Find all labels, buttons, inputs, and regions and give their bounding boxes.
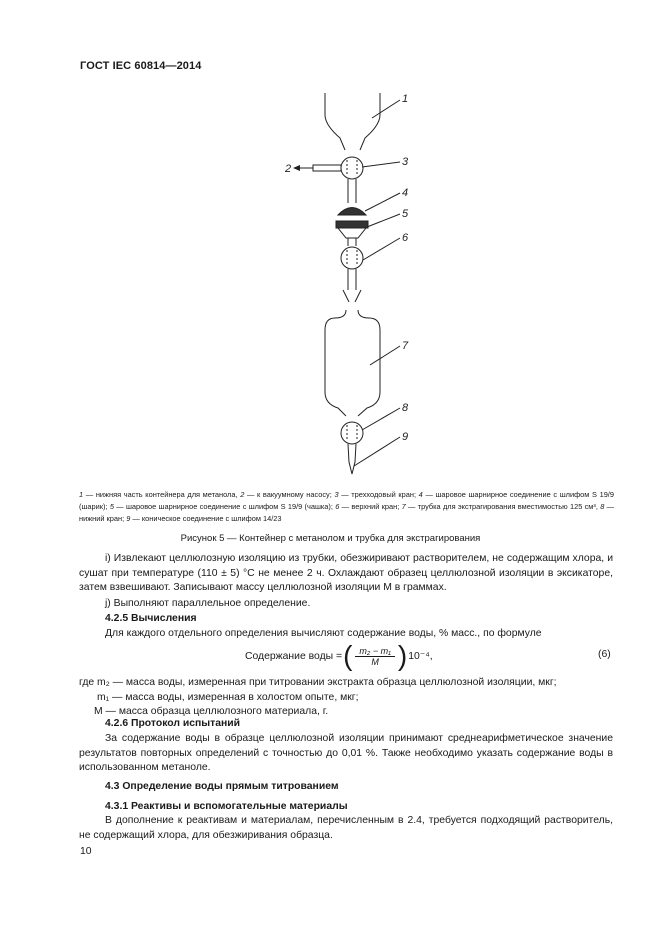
where-line-1: где m₂ — масса воды, измеренная при титровании экстракта образца целлюлозной изоляции, мкг; [79,677,557,688]
formula-tail: 10⁻⁴, [408,651,433,662]
figure-label-7: 7 [402,340,409,352]
section-heading-43: 4.3 Определение воды прямым титрованием [105,781,339,792]
figure-label-5: 5 [402,208,409,220]
page-header: ГОСТ IEC 60814—2014 [80,60,202,72]
figure-legend: 1 — нижняя часть контейнера для метанола, 2 — к вакуумному насосу; 3 — трехходовый кран; 4 — шаровое шарнирное соединение с шлифом S 19/9 (шарик); 5 — шаровое шарнирное соединение с шлифом S 19/9 (чашка); 6 — верхний кран; 7 — трубка для экстрагирования вместимостью 125 см³, 8 — нижний кран; 9 — коническое соединение с шлифом 14/23 [79,490,615,523]
paragraph-426: За содержание воды в образце целлюлозной изоляции принимают среднеарифметическое значение результатов повторных определений с точностью до 0,01 %. Также необходимо указать содержание воды в использованном метаноле. [79,733,613,774]
section-heading-425: 4.2.5 Вычисления [105,613,197,624]
page-number: 10 [80,846,92,857]
formula-denominator: M [371,656,379,667]
figure-label-9: 9 [402,431,409,443]
paragraph-j: j) Выполняют параллельное определение. [105,598,311,609]
figure-caption: Рисунок 5 — Контейнер с метанолом и трубка для экстрагирования [180,533,481,544]
formula-lhs: Содержание воды = [245,650,343,662]
equation-number: (6) [598,649,611,660]
water-content-formula: Содержание воды = ( $\frac{\text{m₂ − m₁}}{M}$ ) 10⁻⁴, [245,640,433,671]
formula-fraction [355,646,395,667]
paragraph-431: В дополнение к реактивам и материалам, перечисленным в 2.4, требуется подходящий растворитель, не содержащий хлора, для обезжиривания образца. [79,815,613,841]
figure-label-4: 4 [402,187,409,199]
where-line-2: m₁ — масса воды, измеренная в холостом опыте, мкг; [97,692,359,703]
where-line-3: M — масса образца целлюлозного материала, г. [94,706,329,717]
section-heading-431: 4.3.1 Реактивы и вспомогательные материалы [105,801,348,812]
section-heading-426: 4.2.6 Протокол испытаний [105,718,241,729]
paragraph-425: Для каждого отдельного определения вычисляют содержание воды, % масс., по формуле [105,628,542,639]
figure-label-6: 6 [402,232,409,244]
figure-label-3: 3 [402,156,409,168]
apparatus-figure [270,88,430,478]
paragraph-i: i) Извлекают целлюлозную изоляцию из трубки, обезжиривают растворителем, не содержащим хлора, и сушат при температуре (110 ± 5) °С не менее 2 ч. Охлаждают образец целлюлозной изоляции в эксикаторе, затем взвешивают. Записывают массу целлюлозной изоляции M в граммах. [79,553,613,594]
figure-label-2: 2 [285,163,292,175]
figure-label-1: 1 [402,93,409,105]
figure-label-8: 8 [402,402,409,414]
formula-numerator: m₂ − m₁ [355,646,395,657]
